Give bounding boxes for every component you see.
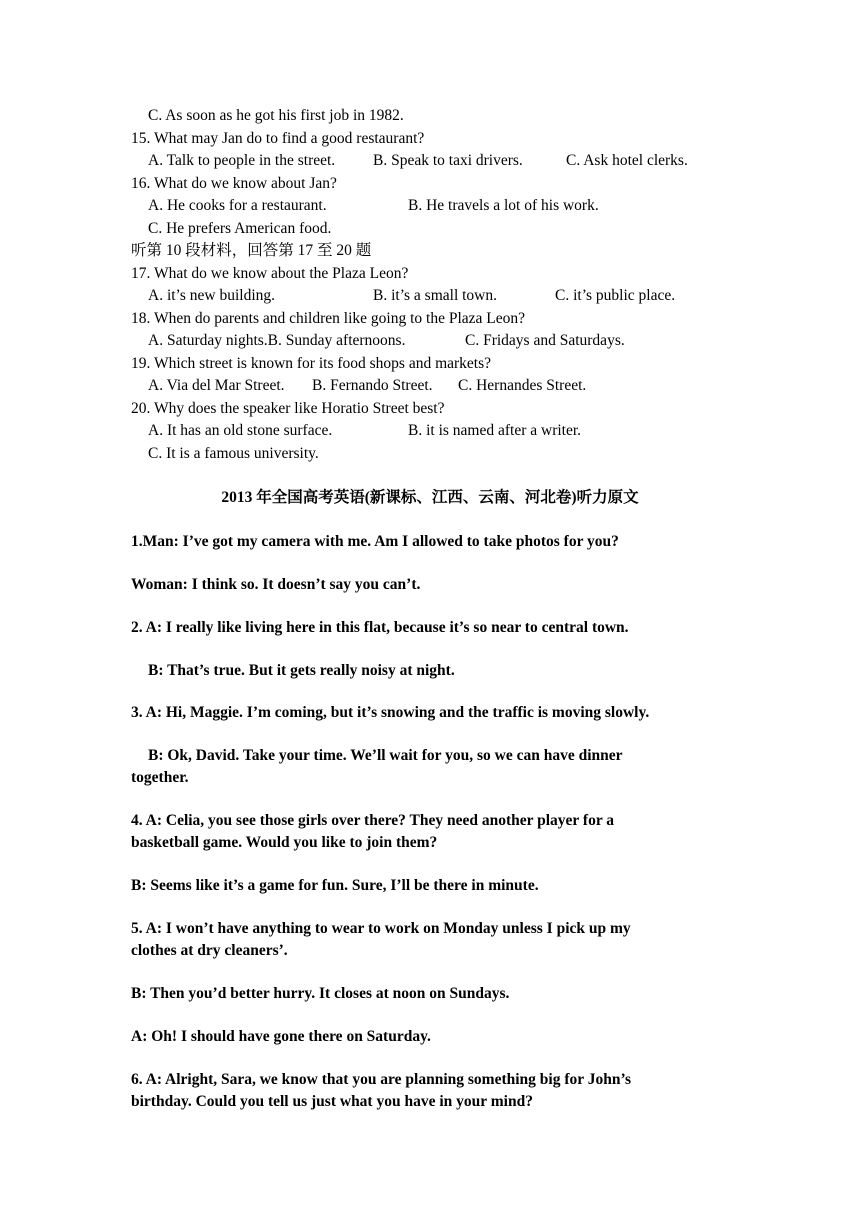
q17-option-b: B. it’s a small town. [373, 287, 497, 304]
transcript-title: 2013 年全国高考英语(新课标、江西、云南、河北卷)听力原文 [221, 489, 639, 506]
transcript-line: basketball game. Would you like to join them? [131, 834, 438, 851]
transcript-line: 1.Man: I’ve got my camera with me. Am I allowed to take photos for you? [131, 533, 619, 550]
transcript-line: B: Then you’d better hurry. It closes at noon on Sundays. [131, 985, 510, 1002]
transcript-line: together. [131, 769, 189, 786]
transcript-line: B: Ok, David. Take your time. We’ll wait for you, so we can have dinner [148, 747, 623, 764]
q19-option-a: A. Via del Mar Street. [148, 377, 285, 394]
q16-question: 16. What do we know about Jan? [131, 175, 337, 192]
q20-option-b: B. it is named after a writer. [408, 422, 582, 439]
q18-option-ab: A. Saturday nights.B. Sunday afternoons. [148, 332, 406, 349]
q16-option-a: A. He cooks for a restaurant. [148, 197, 327, 214]
q17-question: 17. What do we know about the Plaza Leon? [131, 265, 409, 282]
transcript-line: B: That’s true. But it gets really noisy at night. [148, 662, 455, 679]
q17-option-a: A. it’s new building. [148, 287, 276, 304]
q16-option-c: C. He prefers American food. [148, 220, 332, 237]
transcript-line: birthday. Could you tell us just what you have in your mind? [131, 1093, 533, 1110]
q14-option-c: C. As soon as he got his first job in 1982. [148, 107, 404, 124]
q19-question: 19. Which street is known for its food shops and markets? [131, 355, 492, 372]
q17-option-c: C. it’s public place. [555, 287, 676, 304]
transcript-line: 4. A: Celia, you see those girls over there? They need another player for a [131, 812, 615, 829]
q20-option-a: A. It has an old stone surface. [148, 422, 333, 439]
q15-option-a: A. Talk to people in the street. [148, 152, 336, 169]
q20-option-c: C. It is a famous university. [148, 445, 319, 462]
section-heading: 听第 10 段材料，回答第 17 至 20 题 [131, 242, 372, 259]
q15-option-c: C. Ask hotel clerks. [566, 152, 688, 169]
transcript-line: 6. A: Alright, Sara, we know that you are planning something big for John’s [131, 1071, 632, 1088]
q18-option-c: C. Fridays and Saturdays. [465, 332, 625, 349]
transcript-line: 5. A: I won’t have anything to wear to work on Monday unless I pick up my [131, 920, 631, 937]
q15-question: 15. What may Jan do to find a good restaurant? [131, 130, 425, 147]
transcript-line: 3. A: Hi, Maggie. I’m coming, but it’s snowing and the traffic is moving slowly. [131, 704, 650, 721]
q16-option-b: B. He travels a lot of his work. [408, 197, 599, 214]
transcript-line: B: Seems like it’s a game for fun. Sure, I’ll be there in minute. [131, 877, 539, 894]
transcript-line: clothes at dry cleaners’. [131, 942, 288, 959]
transcript-line: A: Oh! I should have gone there on Saturday. [131, 1028, 431, 1045]
q15-option-b: B. Speak to taxi drivers. [373, 152, 523, 169]
transcript-line: Woman: I think so. It doesn’t say you can’t. [131, 576, 421, 593]
q19-option-c: C. Hernandes Street. [458, 377, 587, 394]
q19-option-b: B. Fernando Street. [312, 377, 433, 394]
q18-question: 18. When do parents and children like going to the Plaza Leon? [131, 310, 525, 327]
transcript-line: 2. A: I really like living here in this flat, because it’s so near to central town. [131, 619, 629, 636]
q20-question: 20. Why does the speaker like Horatio Street best? [131, 400, 445, 417]
